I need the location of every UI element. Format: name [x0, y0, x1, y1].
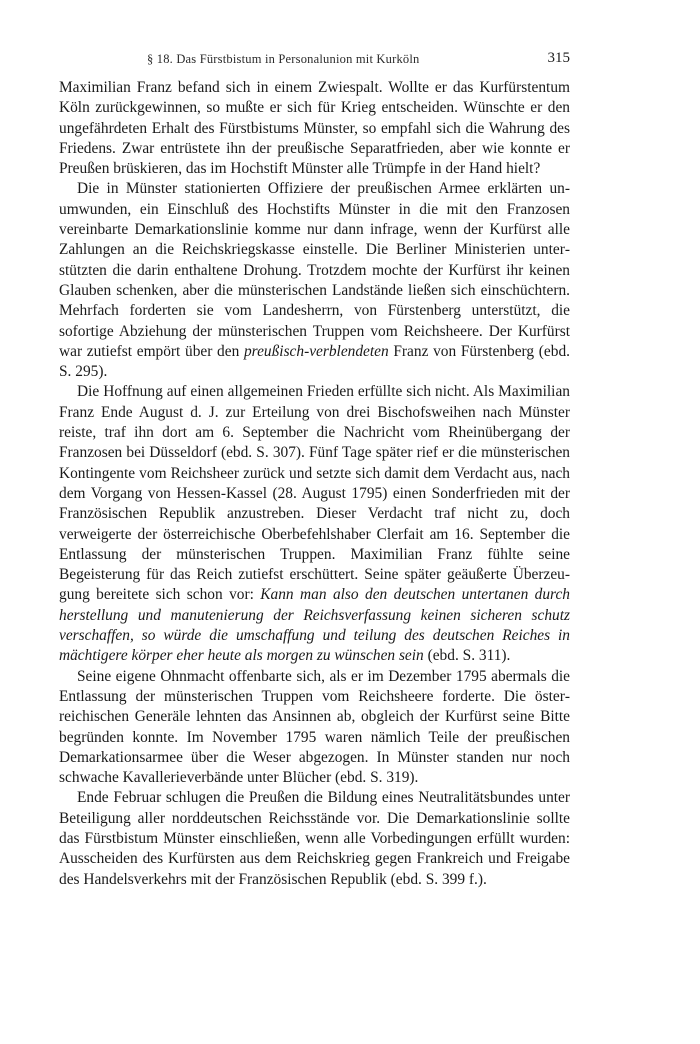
body-paragraph — [59, 382, 570, 666]
running-head — [59, 50, 570, 70]
body-paragraph — [59, 667, 570, 789]
paragraph-text: Ende Februar schlugen die Preußen die Bildung eines Neutralitätsbundes unter Beteiligung aller norddeutschen Reichsstände vor. Die Demarkationslinie sollte das Fürstbistum Münster einschließen, wenn alle Vorbedingungen erfüllt wurden: Ausscheiden des Kurfürsten aus dem Reichskrieg gegen Frankreich und Freigabe des Handelsverkehrs mit der Französischen Republik (ebd. S. 399 f.). — [59, 789, 570, 888]
paragraph-text: Seine eigene Ohnmacht offenbarte sich, als er im Dezember 1795 abermals die Entlassung der münsterischen Truppen vom Reichsheere forderte. Die österreichischen Generäle lehnten das Ansinnen ab, obgleich der Kurfürst seine Bitte begründen konnte. Im November 1795 waren nämlich Teile der preußischen Demarkationsarmee über die Weser abgezogen. In Münster standen nur noch schwache Kavallerieverbände unter Blücher (ebd. S. 319). — [59, 667, 570, 787]
paragraph-text: (ebd. S. 311). — [423, 647, 511, 665]
italic-quote-text: Kann man also den deutschen untertanen durch herstellung und manutenierung der Reichsverfassung keinen sicheren schutz verschaffen, so würde die umschaffung und teilung des deutschen Reiches in mächtigere körper eher heute als morgen zu wünschen sein — [59, 586, 570, 665]
body-paragraph — [59, 179, 570, 382]
paragraph-text: Die Hoffnung auf einen allgemeinen Frieden erfüllte sich nicht. Als Maximilian Franz Ende August d. J. zur Erteilung von drei Bischofsweihen nach Münster reiste, traf ihn dort am 6. September die Nachricht vom Rheinübergang der Franzosen bei Düsseldorf (ebd. S. 307). Fünf Tage später rief er die münsterischen Kontingente vom Reichsheer zurück und setzte sich damit dem Verdacht aus, nach dem Vorgang von Hessen-Kassel (28. August 1795) einen Sonderfrieden mit der Französischen Republik anzustreben. Dieser Verdacht traf nicht zu, doch verweigerte der österreichische Oberbefehlshaber Clerfait am 16. September die Entlassung der münsterischen Truppen. Maximilian Franz fühlte seine Begeisterung für das Reich zutiefst erschüttert. Seine später geäußerte Überzeugung bereitete sich schon vor: — [59, 383, 570, 604]
paragraph-text: Franz von Fürstenberg (ebd. S. 295). — [59, 342, 570, 381]
body-paragraph — [59, 788, 570, 889]
paragraph-text: Maximilian Franz befand sich in einem Zwiespalt. Wollte er das Kurfürstentum Köln zurückgewinnen, so mußte er sich für Krieg entscheiden. Wünschte er den ungefährdeten Erhalt des Fürstbistums Münster, so empfahl sich die Wahrung des Friedens. Zwar entrüstete ihn der preußische Separatfrieden, aber wie konnte er Preußen brüskieren, das im Hochstift Münster alle Trümpfe in der Hand hielt? — [59, 79, 570, 178]
paragraph-text: Die in Münster stationierten Offiziere der preußischen Armee erklärten unumwunden, ein Einschluß des Hochstifts Münster in die mit den Franzosen vereinbarte Demarkationslinie komme nur dann infrage, wenn der Kurfürst alle Zahlungen an die Reichskriegskasse einstelle. Die Berliner Ministerien unterstützten die darin enthaltene Drohung. Trotzdem mochte der Kurfürst ihr keinen Glauben schenken, aber die münsterischen Landstände ließen sich einschüchtern. Mehrfach forderten sie vom Landesherrn, von Fürstenberg unterstützt, die sofortige Abziehung der münsterischen Truppen vom Reichsheere. Der Kurfürst war zutiefst empört über den — [59, 180, 570, 360]
body-text — [59, 78, 570, 890]
page-number: 315 — [547, 50, 570, 66]
body-paragraph — [59, 78, 570, 179]
italic-quote-text: preußisch-verblendeten — [243, 342, 389, 360]
running-title: § 18. Das Fürstbistum in Personalunion mit Kurköln — [147, 52, 420, 66]
